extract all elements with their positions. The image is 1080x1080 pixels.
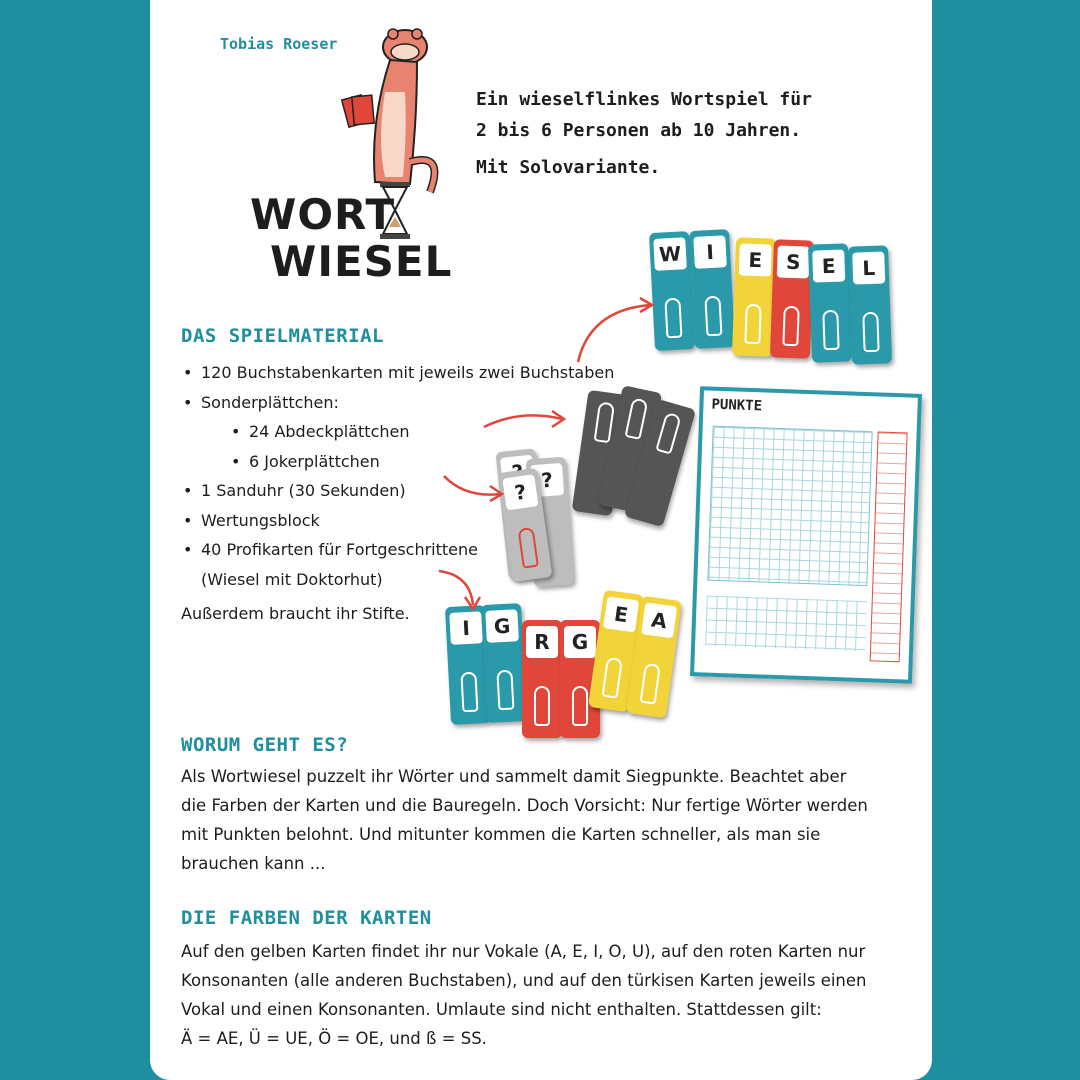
intro-line: Ein wieselflinkes Wortspiel für — [476, 89, 812, 110]
weasel-icon — [624, 397, 648, 439]
list-item-continuation: (Wiesel mit Doktorhut) — [201, 569, 383, 589]
logo-word-1: WORT — [250, 190, 396, 239]
paragraph-farben — [181, 937, 911, 1053]
letter-card — [522, 620, 562, 738]
score-column — [870, 431, 908, 662]
arrow-icon — [435, 565, 485, 615]
card-letter: I — [693, 235, 727, 269]
list-item: • Sonderplättchen: — [181, 388, 614, 418]
list-item: • 120 Buchstabenkarten mit jeweils zwei Buchstaben — [181, 358, 614, 388]
author-name: Tobias Roeser — [220, 35, 338, 53]
score-rows — [705, 596, 867, 652]
weasel-icon — [602, 657, 623, 699]
weasel-icon — [496, 670, 514, 711]
arrow-icon — [570, 290, 660, 370]
text-line: die Farben der Karten und die Bauregeln. Doch Vorsicht: Nur fertige Wörter werden — [181, 796, 868, 815]
card-letter: E — [739, 243, 772, 276]
card-letter: E — [603, 596, 639, 632]
intro-text — [476, 84, 812, 183]
weasel-icon — [822, 310, 839, 351]
text-line: mit Punkten belohnt. Und mitunter kommen die Karten schneller, als man sie — [181, 825, 821, 844]
text-line: Auf den gelben Karten findet ihr nur Vokale (A, E, I, O, U), auf den roten Karten nur — [181, 942, 866, 961]
weasel-icon — [460, 672, 478, 713]
card-letter: E — [812, 249, 845, 282]
heading-farben: DIE FARBEN DER KARTEN — [181, 907, 432, 929]
score-sheet — [690, 386, 922, 684]
score-sheet-title: PUNKTE — [711, 396, 763, 415]
letter-card — [481, 603, 527, 723]
text-line: Ä = AE, Ü = UE, Ö = OE, und ß = SS. — [181, 1029, 487, 1048]
card-letter: S — [777, 245, 810, 278]
weasel-icon — [704, 296, 722, 337]
card-letter: A — [641, 602, 677, 638]
card-letter: W — [653, 237, 687, 271]
card-letter: I — [449, 611, 483, 645]
weasel-icon — [534, 686, 550, 726]
letter-card — [689, 229, 735, 349]
extra-note: Außerdem braucht ihr Stifte. — [181, 604, 410, 623]
weasel-icon — [517, 527, 538, 569]
joker-symbol: ? — [502, 474, 538, 510]
card-letter: G — [564, 626, 596, 658]
weasel-icon — [744, 304, 761, 345]
weasel-icon — [655, 412, 681, 455]
heading-material: DAS SPIELMATERIAL — [181, 325, 384, 347]
weasel-icon — [640, 663, 661, 705]
arrow-icon — [480, 405, 570, 435]
list-item: • 40 Profikarten für Fortgeschrittene — [181, 535, 614, 565]
weasel-icon — [782, 306, 799, 347]
rules-sheet — [150, 0, 932, 1080]
list-item: • 24 Abdeckplättchen — [181, 417, 614, 447]
intro-line: 2 bis 6 Personen ab 10 Jahren. — [476, 120, 802, 141]
paragraph-worum — [181, 762, 911, 878]
text-line: Als Wortwiesel puzzelt ihr Wörter und sammelt damit Siegpunkte. Beachtet aber — [181, 767, 847, 786]
list-item: • 6 Jokerplättchen — [181, 447, 614, 477]
joker-symbol: ? — [530, 463, 564, 497]
text-line: Konsonanten (alle anderen Buchstaben), und auf den türkisen Karten jeweils einen — [181, 971, 867, 990]
weasel-icon — [664, 298, 682, 339]
weasel-icon — [572, 686, 588, 726]
game-logo — [245, 12, 453, 287]
intro-line: Mit Solovariante. — [476, 157, 661, 178]
list-item: • 1 Sanduhr (30 Sekunden) — [181, 476, 614, 506]
logo-word-2: WIESEL — [270, 237, 453, 286]
card-letter: G — [485, 609, 519, 643]
list-item: • Wertungsblock — [181, 506, 614, 536]
letter-card — [808, 243, 852, 362]
letter-card — [848, 245, 892, 364]
weasel-icon — [862, 312, 879, 353]
letter-card — [732, 237, 776, 356]
card-letter: R — [526, 626, 558, 658]
heading-worum: WORUM GEHT ES? — [181, 734, 349, 756]
text-line: brauchen kann ... — [181, 854, 326, 873]
score-grid — [707, 426, 872, 586]
arrow-icon — [440, 470, 510, 505]
card-letter: L — [852, 251, 885, 284]
text-line: Vokal und einen Konsonanten. Umlaute sind nicht enthalten. Stattdessen gilt: — [181, 1000, 822, 1019]
